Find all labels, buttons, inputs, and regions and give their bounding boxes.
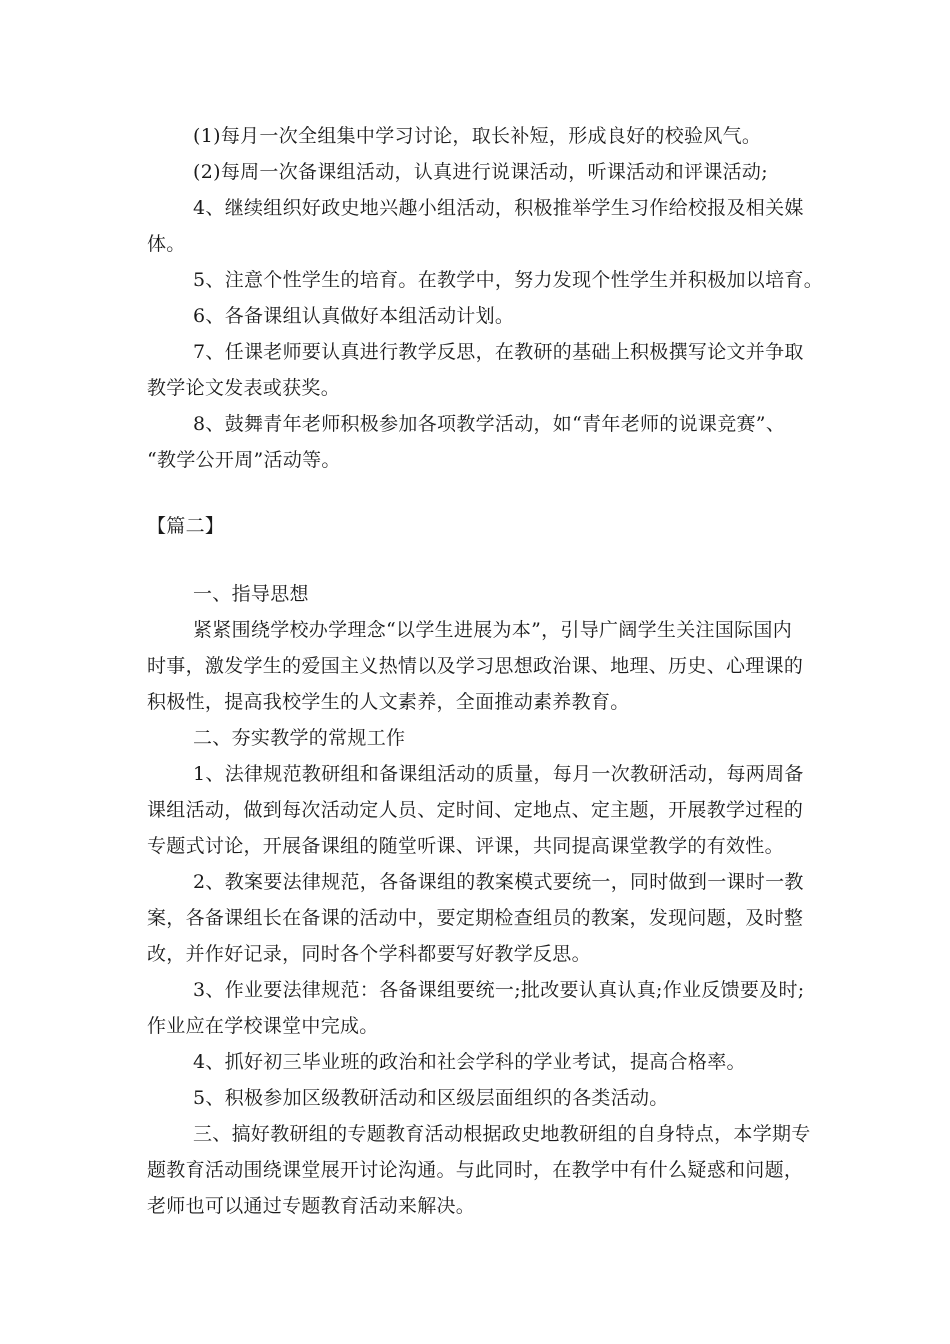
- paragraph-line: 3、作业要法律规范：各备课组要统一;批改要认真认真;作业反馈要及时;: [193, 979, 805, 1001]
- paragraph-line: 7、任课老师要认真进行教学反思，在教研的基础上积极撰写论文并争取: [193, 341, 804, 363]
- paragraph-line: 作业应在学校课堂中完成。: [147, 1015, 379, 1037]
- paragraph-line: 5、积极参加区级教研活动和区级层面组织的各类活动。: [193, 1087, 669, 1109]
- paragraph-line: 紧紧围绕学校办学理念“以学生进展为本”，引导广阔学生关注国际国内: [193, 619, 793, 641]
- paragraph-line: 老师也可以通过专题教育活动来解决。: [147, 1195, 476, 1217]
- paragraph-line: 专题式讨论，开展备课组的随堂听课、评课，共同提高课堂教学的有效性。: [147, 835, 784, 857]
- paragraph-line: (1)每月一次全组集中学习讨论，取长补短，形成良好的校验风气。: [193, 125, 762, 147]
- paragraph-line: 积极性，提高我校学生的人文素养，全面推动素养教育。: [147, 691, 630, 713]
- paragraph-line: 题教育活动围绕课堂展开讨论沟通。与此同时，在教学中有什么疑惑和问题，: [147, 1159, 804, 1181]
- paragraph-line: 三、搞好教研组的专题教育活动根据政史地教研组的自身特点，本学期专: [193, 1123, 811, 1145]
- paragraph-line: 时事，激发学生的爱国主义热情以及学习思想政治课、地理、历史、心理课的: [147, 655, 804, 677]
- paragraph-line: 体。: [147, 233, 186, 255]
- paragraph-line: “教学公开周”活动等。: [147, 449, 341, 471]
- subheading: 一、指导思想: [193, 583, 309, 605]
- paragraph-line: 6、各备课组认真做好本组活动计划。: [193, 305, 515, 327]
- subheading: 二、夯实教学的常规工作: [193, 727, 406, 749]
- paragraph-line: 课组活动，做到每次活动定人员、定时间、定地点、定主题，开展教学过程的: [147, 799, 804, 821]
- paragraph-line: 教学论文发表或获奖。: [147, 377, 341, 399]
- paragraph-line: 案，各备课组长在备课的活动中，要定期检查组员的教案，发现问题，及时整: [147, 907, 804, 929]
- paragraph-line: 4、继续组织好政史地兴趣小组活动，积极推举学生习作给校报及相关媒: [193, 197, 804, 219]
- paragraph-line: 2、教案要法律规范，各备课组的教案模式要统一，同时做到一课时一教: [193, 871, 804, 893]
- paragraph-line: 5、注意个性学生的培育。在教学中，努力发现个性学生并积极加以培育。: [193, 269, 823, 291]
- paragraph-line: 改，并作好记录，同时各个学科都要写好教学反思。: [147, 943, 591, 965]
- section-heading: 【篇二】: [147, 515, 225, 537]
- paragraph-line: 1、法律规范教研组和备课组活动的质量，每月一次教研活动，每两周备: [193, 763, 804, 785]
- paragraph-line: 4、抓好初三毕业班的政治和社会学科的学业考试，提高合格率。: [193, 1051, 746, 1073]
- paragraph-line: 8、鼓舞青年老师积极参加各项教学活动，如“青年老师的说课竞赛”、: [193, 413, 786, 435]
- paragraph-line: (2)每周一次备课组活动，认真进行说课活动，听课活动和评课活动;: [193, 161, 768, 183]
